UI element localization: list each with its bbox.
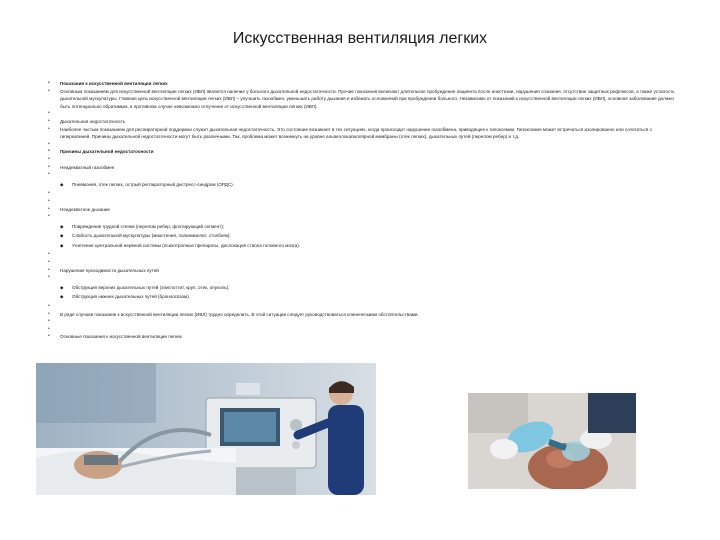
sub-list-item: ◆ Обструкция верхних дыхательных путей (эпиглоттит, круп, отек, опухоль); bbox=[48, 284, 678, 292]
list-item bbox=[48, 198, 678, 206]
list-item bbox=[48, 259, 678, 267]
list-item: • Причины дыхательной недостаточности bbox=[48, 148, 678, 156]
list-item bbox=[48, 274, 678, 282]
list-item: • Наиболее частым показанием для респираторной поддержки служит дыхательная недостаточность. Это состояние возникает в тех ситуациях, когда происходит нарушение газообмена, приводящее к гипоксемии. Гипоксемия может встречаться изолированно или сочетаться с гиперкапнией. Причины дыхательной недостаточности могут быть различными. Так, проблема может возникнуть на уровне альвеолокапиллярной мембраны (отек легких), дыхательных путей (перелом ребер) и т.д. bbox=[48, 126, 678, 141]
manual-ventilation-photo bbox=[468, 393, 636, 489]
content-list bbox=[48, 80, 678, 341]
list-item: • Показания к искусственной вентиляции легких bbox=[48, 80, 678, 88]
list-item: • Нарушение проходимости дыхательных путей bbox=[48, 267, 678, 275]
list-item bbox=[48, 171, 678, 179]
slide-content bbox=[48, 80, 678, 367]
list-item bbox=[48, 251, 678, 259]
list-item bbox=[48, 156, 678, 164]
list-item bbox=[48, 303, 678, 311]
list-item: • Основным показанием для искусственной вентиляции легких (ИВЛ) является наличие у больного дыхательной недостаточности. Прочие показания включают длительное пробуждение пациента после анестезии, нарушения сознания, отсутствие защитных рефлексов, а также усталость дыхательной мускулатуры. Главная цель искусственной вентиляции легких (ИВЛ) – улучшить газообмен, уменьшать работу дыхания и избежать осложнений при пробуждении больного. Независимо от показаний к искусственной вентиляции легких (ИВЛ), основное заболевание должно быть потенциально обратимым, в противном случае невозможно отлучение от искусственной вентиляции легких (ИВЛ). bbox=[48, 88, 678, 111]
list-item: • Основные показания к искусственной вентиляции легких bbox=[48, 333, 678, 341]
ventilator-patient-photo bbox=[36, 363, 376, 495]
sub-list-item: ◆ Пневмония, отек легких, острый респираторный дистресс-синдром (ОРДС). bbox=[48, 181, 678, 189]
list-item: • Дыхательная недостаточность bbox=[48, 118, 678, 126]
list-item bbox=[48, 110, 678, 118]
list-item bbox=[48, 141, 678, 149]
sub-list-item: ◆ Угнетение центральной нервной системы (психотропные препараты, дислокация ствола головного мозга). bbox=[48, 242, 678, 250]
list-item bbox=[48, 318, 678, 326]
slide-title: Искусственная вентиляция легких bbox=[232, 30, 488, 47]
list-item bbox=[48, 326, 678, 334]
list-item: • В ряде случаев показания к искусственной вентиляции легких (ИВЛ) трудно определить. В этой ситуации следует руководствоваться клиническими обстоятельствами. bbox=[48, 311, 678, 319]
list-item: • Неадекватный газообмен bbox=[48, 164, 678, 172]
sub-list-item: ◆ Обструкция нижних дыхательных путей (бронхоспазм). bbox=[48, 293, 678, 301]
list-item bbox=[48, 213, 678, 221]
sub-list-item: ◆ Повреждение грудной стенки (перелом ребер, флотирующий сегмент); bbox=[48, 223, 678, 231]
list-item: • Неадекватное дыхание bbox=[48, 206, 678, 214]
sub-list-item: ◆ Слабость дыхательной мускулатуры (миастения, полиомиелит, столбняк); bbox=[48, 232, 678, 240]
list-item bbox=[48, 190, 678, 198]
